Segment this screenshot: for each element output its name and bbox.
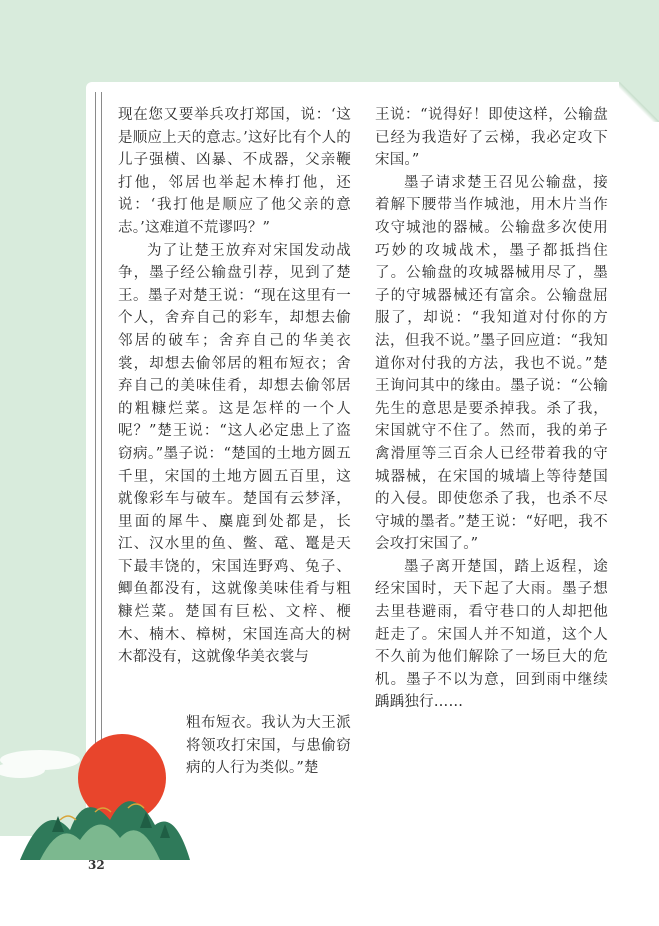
left-paragraph-2-tail: 粗布短衣。我认为大王派将领攻打宋国，与患偷窃病的人行为类似。”楚 bbox=[186, 715, 351, 777]
left-column bbox=[118, 104, 351, 669]
right-paragraph-1: 王说：“说得好！即使这样，公输盘已经为我造好了云梯，我必定攻下宋国。” bbox=[375, 107, 608, 169]
right-paragraph-3: 墨子离开楚国，踏上返程，途经宋国时，天下起了大雨。墨子想去里巷避雨，看守巷口的人却把他赶走了。宋国人并不知道，这个人不久前为他们解除了一场巨大的危机。墨子不以为意，回到雨中继续踽踽独行…… bbox=[375, 558, 608, 711]
left-paragraph-2: 为了让楚王放弃对宋国发动战争，墨子经公输盘引荐，见到了楚王。墨子对楚王说：“现在这里有一个人，舍弃自己的彩车，却想去偷邻居的破车；舍弃自己的华美衣裳，却想去偷邻居的粗布短衣；舍弃自己的美味佳肴，却想去偷邻居的粗糠烂菜。这是怎样的一个人呢？”楚王说：“这人必定患上了盗窃病。”墨子说：“楚国的土地方圆五千里，宋国的土地方圆五百里，这就像彩车与破车。楚国有云梦泽，里面的犀牛、麋鹿到处都是，长江、汉水里的鱼、鳖、鼋、鼍是天下最丰饶的，宋国连野鸡、兔子、鲫鱼都没有，这就像美味佳肴与粗糠烂菜。楚国有巨松、文梓、楩木、楠木、樟树，宋国连高大的树木都没有，这就像华美衣裳与 bbox=[118, 242, 351, 666]
right-paragraph-2: 墨子请求楚王召见公输盘，接着解下腰带当作城池，用木片当作攻守城池的器械。公输盘多次使用巧妙的攻城战术，墨子都抵挡住了。公输盘的攻城器械用尽了，墨子的守城器械还有富余。公输盘屈服了，却说：“我知道对付你的方法，但我不说。”墨子回应道：“我知道你对付我的方法，我也不说。”楚王询问其中的缘由。墨子说：“公输先生的意思是要杀掉我。杀了我，宋国就守不住了。然而，我的弟子禽滑厘等三百余人已经带着我的守城器械，在宋国的城墙上等待楚国的入侵。即使您杀了我，也杀不尽守城的墨者。”楚王说：“好吧，我不会攻打宋国了。” bbox=[375, 174, 608, 553]
right-column bbox=[375, 104, 608, 714]
page-curl-corner bbox=[619, 82, 659, 122]
cloud-wisps bbox=[0, 750, 80, 778]
landscape-illustration bbox=[0, 720, 230, 870]
left-paragraph-1: 现在您又要举兵攻打郑国，说：‘这是顺应上天的意志。’这好比有个人的儿子强横、凶暴、不成器，父亲鞭打他，邻居也举起木棒打他，还说：‘我打他是顺应了他父亲的意志。’这难道不荒谬吗？” bbox=[118, 107, 351, 236]
page-number: 32 bbox=[88, 858, 105, 872]
